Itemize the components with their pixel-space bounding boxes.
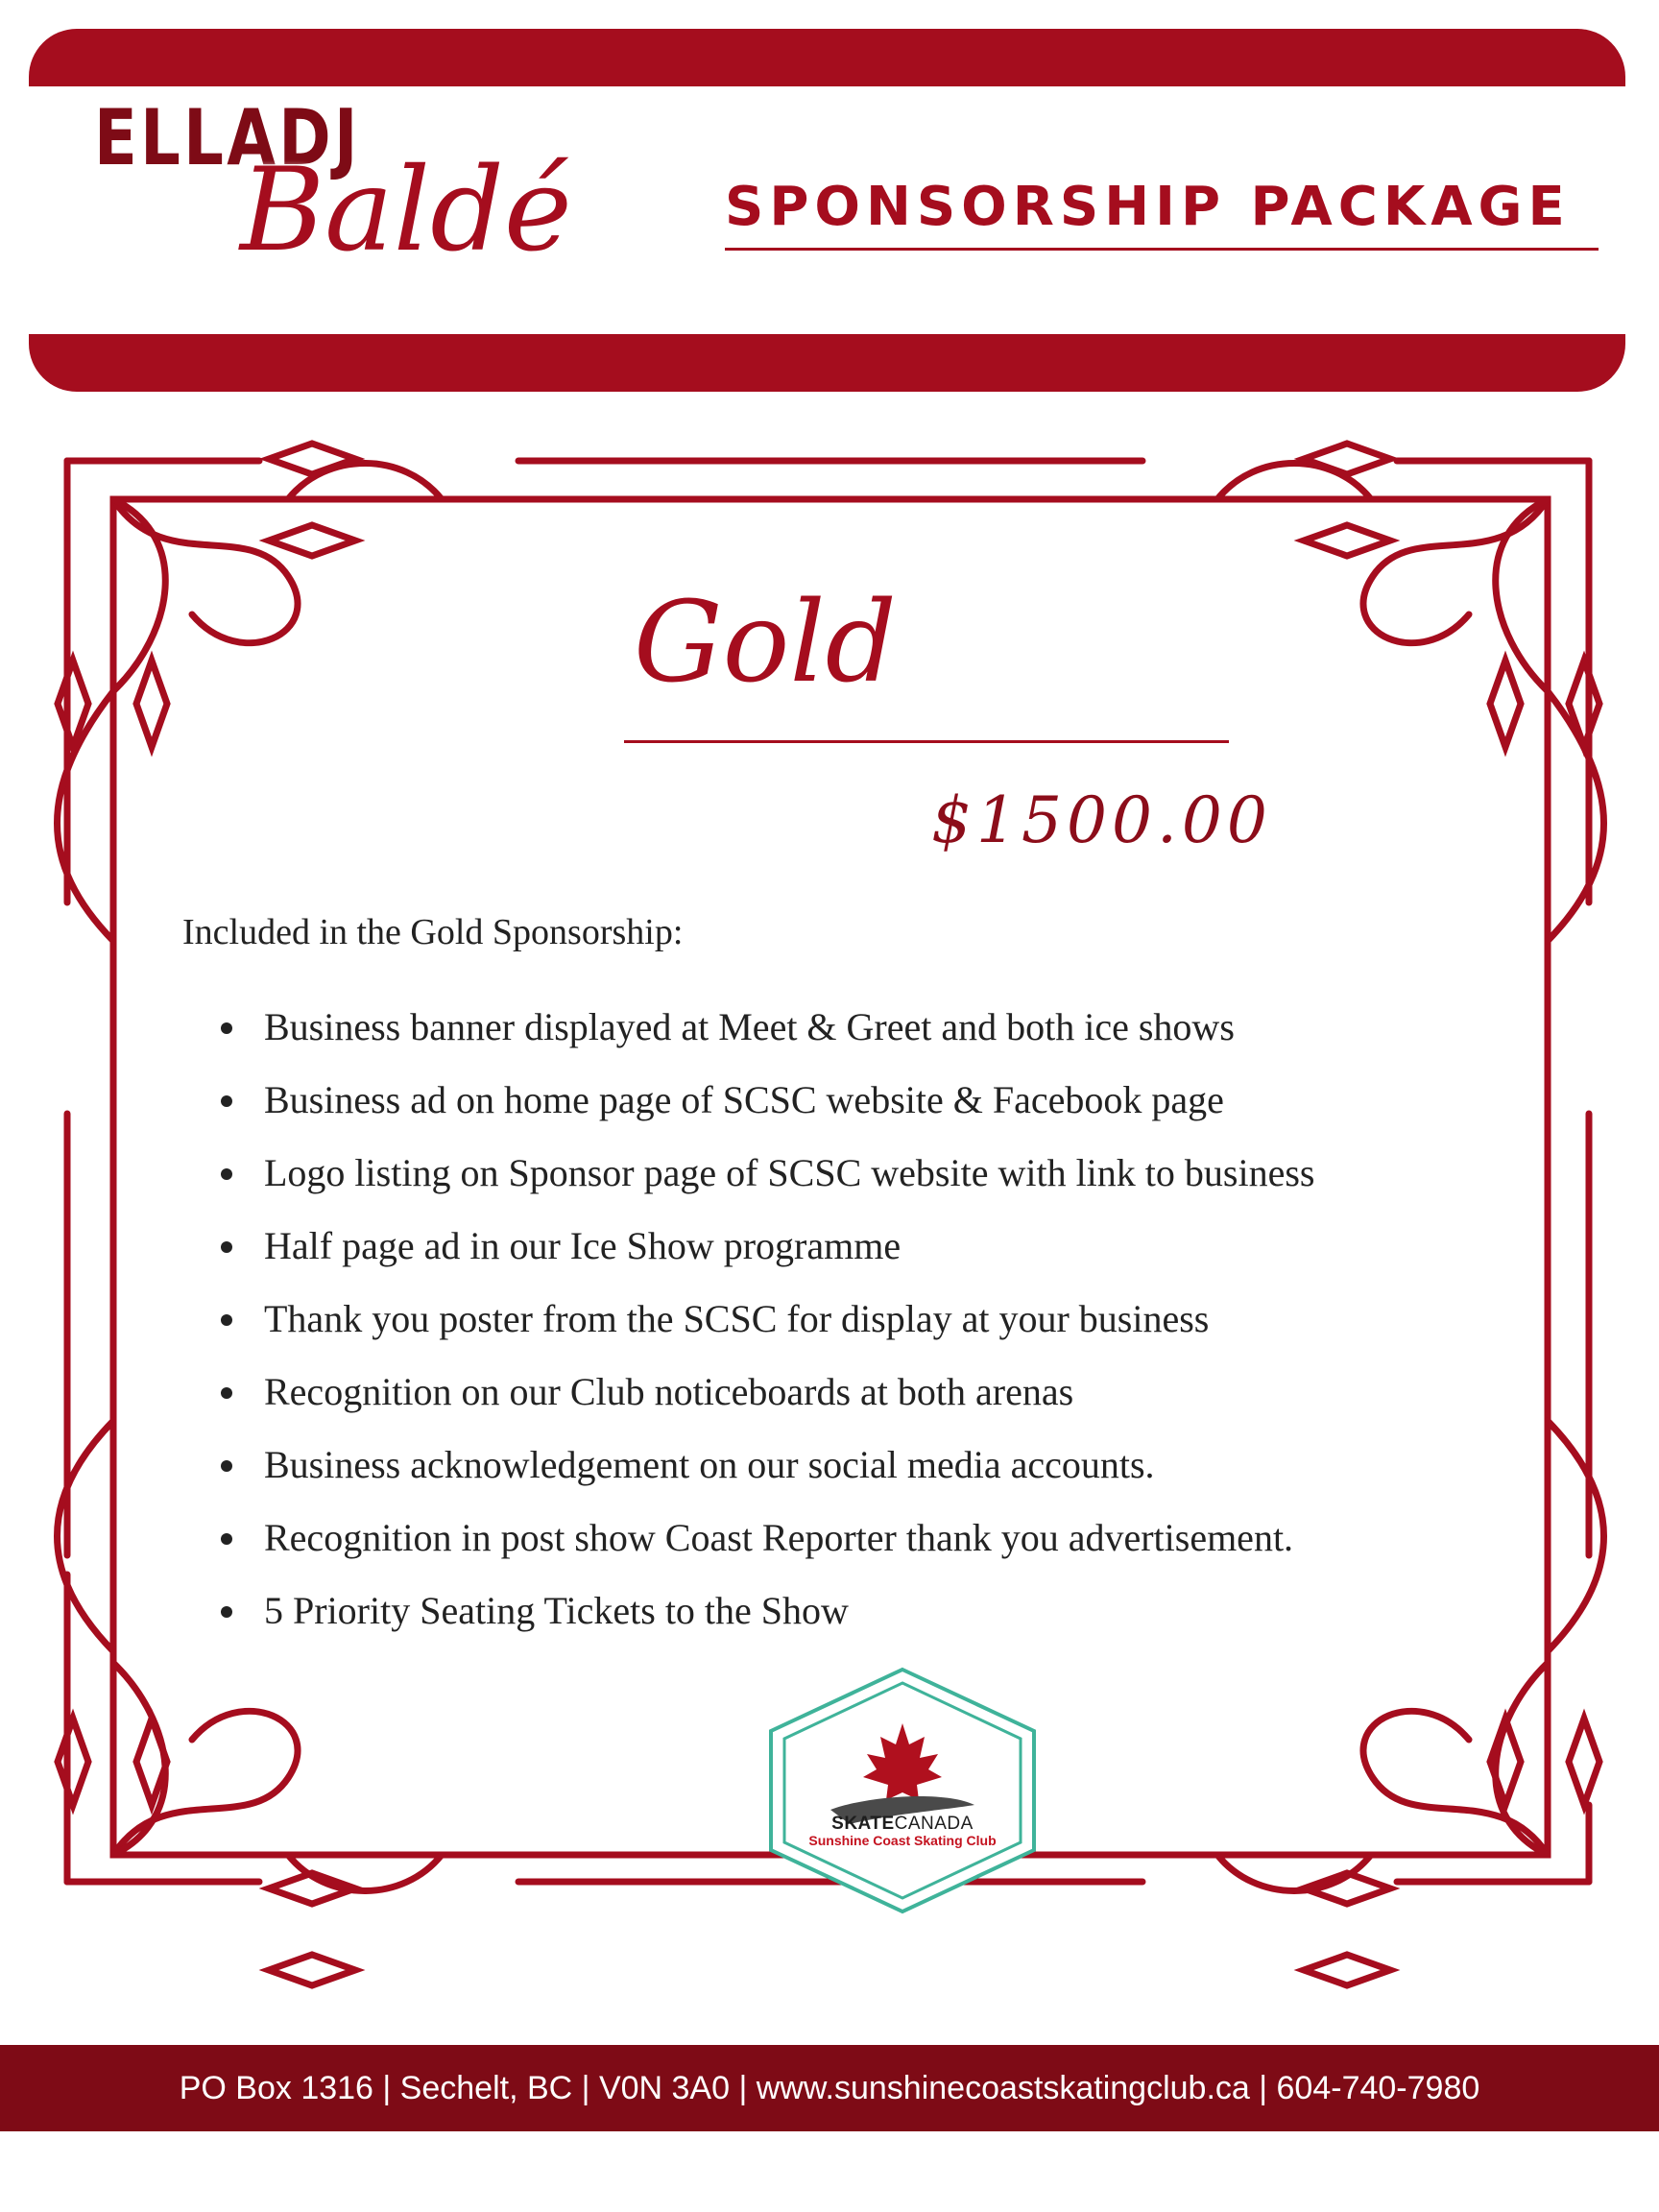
footer-bar [0, 2045, 1659, 2131]
brand-name: ELLADJ [94, 93, 361, 182]
footer-contact: PO Box 1316 | Sechelt, BC | V0N 3A0 | www.sunshinecoastskatingclub.ca | 604-740-7980 [179, 2070, 1480, 2106]
logo-canada-text: CANADA [894, 1814, 974, 1834]
logo-caption [806, 1815, 998, 1848]
skate-canada-logo [763, 1666, 1042, 1915]
list-item: Recognition on our Club noticeboards at both arenas [182, 1373, 1314, 1446]
list-item: Business acknowledgement on our social media accounts. [182, 1446, 1314, 1519]
tier-name: Gold [634, 578, 897, 708]
tier-price: $1500.00 [931, 783, 1272, 857]
list-item: Half page ad in our Ice Show programme [182, 1227, 1314, 1300]
logo-skate-text: SKATE [831, 1814, 895, 1834]
tier-underline [624, 740, 1229, 743]
list-item: Business ad on home page of SCSC website & Facebook page [182, 1081, 1314, 1154]
logo-club-name: Sunshine Coast Skating Club [808, 1832, 997, 1848]
list-item: 5 Priority Seating Tickets to the Show [182, 1592, 1314, 1665]
list-item: Thank you poster from the SCSC for display at your business [182, 1300, 1314, 1373]
list-item: Recognition in post show Coast Reporter thank you advertisement. [182, 1519, 1314, 1592]
brand-script-name: Baldé [240, 144, 572, 277]
benefits-intro: Included in the Gold Sponsorship: [182, 912, 684, 952]
benefits-list [182, 1005, 1315, 1665]
list-item: Business banner displayed at Meet & Greet and both ice shows [182, 1008, 1314, 1081]
list-item: Logo listing on Sponsor page of SCSC website with link to business [182, 1154, 1314, 1227]
page-title: SPONSORSHIP PACKAGE [725, 176, 1571, 238]
